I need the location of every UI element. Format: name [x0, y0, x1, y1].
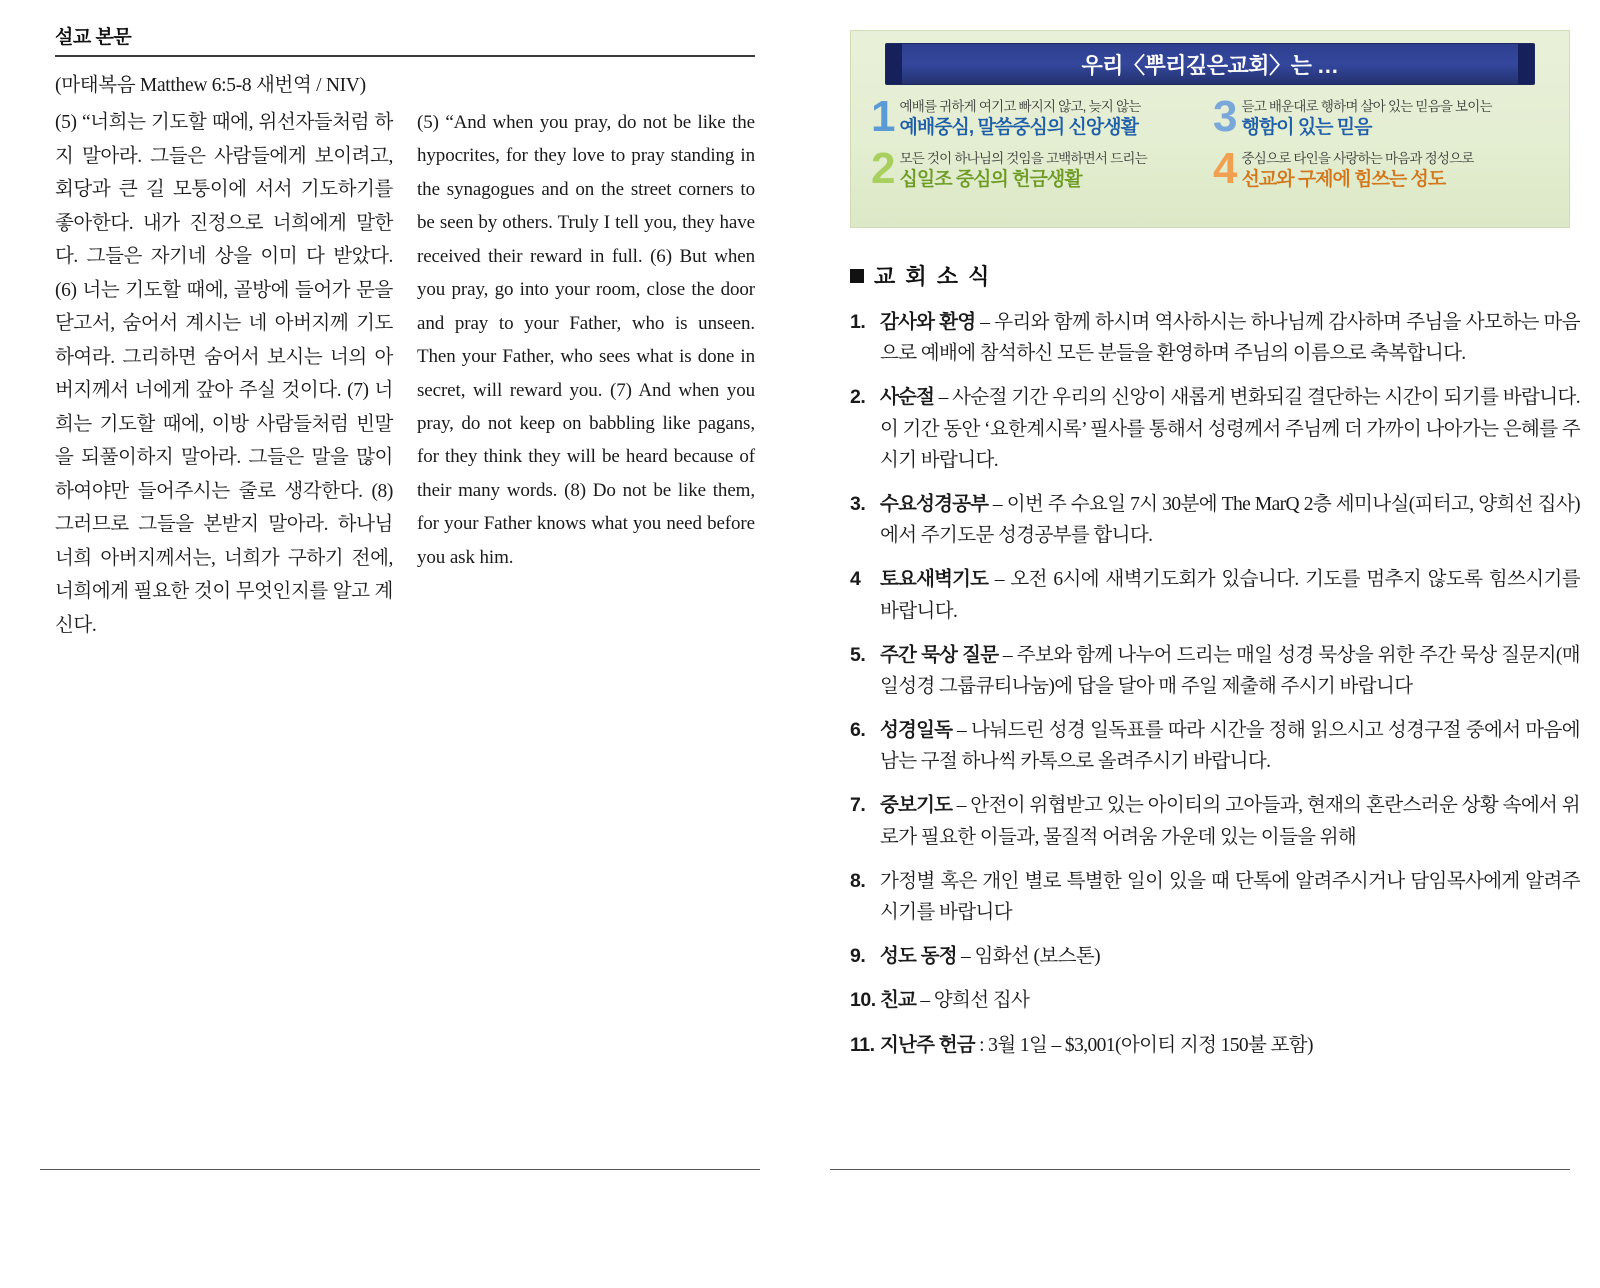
news-item-text: 가정별 혹은 개인 별로 특별한 일이 있을 때 단톡에 알려주시거나 담임목사에게 알려주시기를 바랍니다 — [880, 870, 1580, 923]
news-item-text: – 양희선 집사 — [916, 990, 1030, 1012]
news-item-text: – 이번 주 수요일 7시 30분에 The MarQ 2층 세미나실(피터고, 양희선 집사)에서 주기도문 성경공부를 합니다. — [880, 493, 1580, 547]
news-item-body — [880, 564, 1580, 626]
banner-item-title: 행함이 있는 믿음 — [1241, 116, 1372, 138]
news-item-body — [880, 382, 1580, 476]
news-item-text: – 임화선 (보스톤) — [956, 946, 1100, 968]
banner-items — [863, 92, 1557, 194]
banner-item-3 — [1213, 92, 1549, 141]
right-footer-divider — [830, 1169, 1570, 1170]
banner-item-title: 십일조 중심의 헌금생활 — [899, 168, 1082, 190]
scripture-korean-column — [55, 106, 393, 643]
sermon-section-heading: 설교 본문 — [55, 27, 132, 48]
news-section-heading — [850, 260, 1570, 291]
news-item-title: 친교 — [880, 989, 917, 1012]
news-item-body — [880, 790, 1580, 852]
news-list — [850, 307, 1580, 1061]
news-item-number: 1. — [850, 311, 866, 333]
news-item-title: 중보기도 — [880, 794, 953, 817]
news-item-body — [880, 640, 1580, 702]
news-item-title: 수요성경공부 — [880, 492, 989, 515]
news-item — [850, 307, 1580, 369]
banner-item-subtitle: 예배를 귀하게 여기고 빠지지 않고, 늦지 않는 — [899, 99, 1141, 114]
news-item — [850, 640, 1580, 702]
square-bullet-icon — [850, 269, 864, 283]
news-item — [850, 941, 1580, 972]
news-item-title: 지난주 헌금 — [880, 1033, 975, 1056]
news-item-number: 11. — [850, 1033, 875, 1056]
banner-item-number: 1 — [871, 92, 894, 141]
news-item-title: 사순절 — [880, 386, 935, 409]
news-item-text: : 3월 1일 – $3,001(아이티 지정 150불 포함) — [974, 1034, 1313, 1056]
right-page — [820, 0, 1600, 1288]
banner-cap-right-icon — [1518, 44, 1534, 84]
news-item — [850, 382, 1580, 476]
banner-item-2 — [871, 144, 1207, 194]
scripture-korean-text: (5) “너희는 기도할 때에, 위선자들처럼 하지 말아라. 그들은 사람들에게 보이려고, 회당과 큰 길 모퉁이에 서서 기도하기를 좋아한다. 내가 진정으로 너희에게 말한다. 그들은 자기네 상을 이미 다 받았다. (6) 너는 기도할 때에, 골방에 들어가 문을 닫고서, 숨어서 계시는 네 아버지께 기도하여라. 그리하면 숨어서 보시는 너의 아버지께서 너에게 갚아 주실 것이다. (7) 너희는 기도할 때에, 이방 사람들처럼 빈말을 되풀이하지 말아라. 그들은 말을 많이 하여야만 들어주시는 줄로 생각한다. (8) 그러므로 그들을 본받지 말아라. 하나님 너희 아버지께서는, 너희가 구하기 전에, 너희에게 필요한 것이 무엇인지를 알고 계신다. — [55, 112, 393, 636]
news-item-body — [880, 1030, 1580, 1061]
news-item-title: 성경일독 — [880, 719, 953, 742]
news-item-body — [880, 866, 1580, 928]
news-item-number: 4 — [850, 568, 861, 591]
news-item-number: 10. — [850, 989, 876, 1012]
heading-divider — [55, 55, 755, 57]
news-item-title: 성도 동정 — [880, 945, 957, 968]
news-item-body — [880, 307, 1580, 369]
banner-item-4 — [1213, 144, 1549, 194]
news-item-number: 8. — [850, 869, 866, 892]
news-item-number: 5. — [850, 643, 866, 666]
news-item-body — [880, 941, 1580, 972]
scripture-reference: (마태복음 Matthew 6:5-8 새번역 / NIV) — [55, 75, 366, 96]
banner-item-number: 3 — [1213, 92, 1236, 141]
banner-item-subtitle: 듣고 배운대로 행하며 살아 있는 믿음을 보이는 — [1241, 99, 1492, 114]
left-footer-divider — [40, 1169, 760, 1170]
banner-item-subtitle: 중심으로 타인을 사랑하는 마음과 정성으로 — [1241, 151, 1474, 167]
news-item-text: – 안전이 위협받고 있는 아이티의 고아들과, 현재의 혼란스러운 상황 속에서 위로가 필요한 이들과, 물질적 어려움 가운데 있는 이들을 위해 — [880, 795, 1580, 848]
scripture-columns — [55, 106, 755, 643]
banner-title-bar — [885, 43, 1535, 85]
news-item-title: 주간 묵상 질문 — [880, 643, 999, 666]
news-item-body — [880, 985, 1580, 1016]
news-item-text: – 나눠드린 성경 일독표를 따라 시간을 정해 읽으시고 성경구절 중에서 마음에 남는 구절 하나씩 카톡으로 올려주시기 바랍니다. — [880, 720, 1580, 773]
church-identity-banner — [850, 30, 1570, 228]
news-item-text: – 사순절 기간 우리의 신앙이 새롭게 변화되길 결단하는 시간이 되기를 바랍니다. 이 기간 동안 ‘요한계시록’ 필사를 통해서 성령께서 주님께 더 가까이 나아가는 은혜를 주시기 바랍니다. — [880, 387, 1580, 471]
news-item-number: 9. — [850, 945, 866, 968]
news-item-number: 3. — [850, 492, 866, 515]
news-item-title: 감사와 환영 — [880, 311, 976, 333]
news-item — [850, 564, 1580, 626]
news-item-number: 2. — [850, 386, 866, 409]
banner-item-1 — [871, 92, 1207, 141]
banner-item-subtitle: 모든 것이 하나님의 것임을 고백하면서 드리는 — [899, 151, 1147, 167]
news-item-body — [880, 715, 1580, 777]
news-item-text: – 우리와 함께 하시며 역사하시는 하나님께 감사하며 주님을 사모하는 마음으로 예배에 참석하신 모든 분들을 환영하며 주님의 이름으로 축복합니다. — [880, 312, 1580, 365]
news-item-title: 토요새벽기도 — [880, 568, 989, 591]
news-item — [850, 790, 1580, 852]
news-item — [850, 715, 1580, 777]
news-heading-label: 교 회 소 식 — [874, 264, 992, 289]
banner-item-number: 4 — [1213, 144, 1236, 194]
news-item-text: – 주보와 함께 나누어 드리는 매일 성경 묵상을 위한 주간 묵상 질문지(매일성경 그룹큐티나눔)에 답을 달아 매 주일 제출해 주시기 바랍니다 — [880, 644, 1581, 697]
banner-item-number: 2 — [871, 144, 894, 194]
news-item-body — [880, 489, 1580, 551]
news-item — [850, 489, 1580, 551]
news-item-number: 7. — [850, 794, 866, 817]
news-item — [850, 985, 1580, 1016]
banner-title: 우리〈뿌리깊은교회〉는 … — [1081, 52, 1339, 78]
news-item — [850, 866, 1580, 928]
news-item-text: – 오전 6시에 새벽기도회가 있습니다. 기도를 멈추지 않도록 힘쓰시기를 바랍니다. — [880, 569, 1580, 622]
banner-item-title: 예배중심, 말씀중심의 신앙생활 — [899, 116, 1138, 138]
scripture-english-column — [417, 106, 755, 643]
banner-cap-left-icon — [886, 44, 902, 84]
news-item — [850, 1030, 1580, 1061]
news-item-number: 6. — [850, 719, 866, 742]
scripture-english-text: (5) “And when you pray, do not be like the hypocrites, for they love to pray standing in the synagogues and on the street corners to be seen by others. Truly I tell you, they have received their reward in full. (6) But when you pray, go into your room, close the door and pray to your Father, who is unseen. Then your Father, who sees what is done in secret, will reward you. (7) And when you pray, do not keep on babbling like pagans, for they think they will be heard because of their many words. (8) Do not be like them, for your Father knows what you need before you ask him. — [417, 112, 755, 568]
banner-item-title: 선교와 구제에 힘쓰는 성도 — [1241, 168, 1446, 190]
